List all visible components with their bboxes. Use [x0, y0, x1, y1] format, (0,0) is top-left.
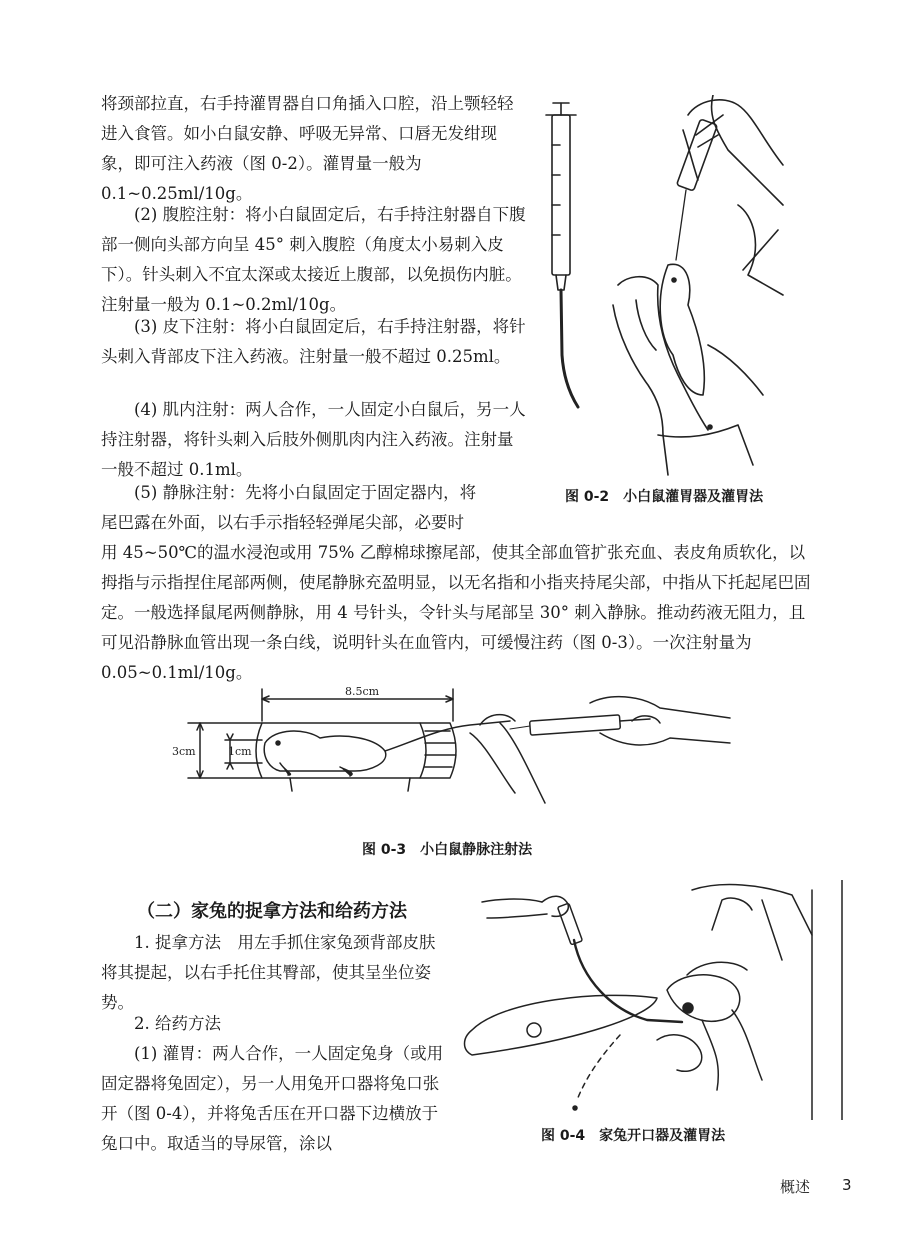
footer-page-number: 3	[842, 1176, 852, 1194]
dimension-height-label: 3cm	[172, 745, 196, 758]
footer-section-title: 概述	[780, 1178, 811, 1196]
figure-mouse-tail-vein-injection	[170, 683, 740, 823]
paragraph-intravenous-rest: 用 45~50℃的温水浸泡或用 75% 乙醇棉球擦尾部，使其全部血管扩张充血、表皮角质软化，以拇指与示指捏住尾部两侧，使尾静脉充盈明显，以无名指和小指夹持尾尖部，中指从下托起尾巴固定。一般选择鼠尾两侧静脉，用 4 号针头，令针头与尾部呈 30° 刺入静脉。推动药液无阻力，且可见沿静脉血管出现一条白线，说明针头在血管内，可缓慢注药（图 0-3）。一次注射量为 0.05~0.1ml/10g。	[101, 543, 811, 682]
dimension-inner-label: 1cm	[228, 745, 252, 758]
figure-mouse-gavage	[538, 95, 788, 480]
paragraph-rabbit-administration-title: 2. 给药方法	[134, 1014, 221, 1033]
paragraph-rabbit-administration	[101, 1009, 451, 1159]
figure-0-4-caption: 图 0-4 家兔开口器及灌胃法	[541, 1128, 726, 1144]
paragraph-subcutaneous: (3) 皮下注射：将小白鼠固定后，右手持注射器，将针头刺入背部皮下注入药液。注射量一般不超过 0.25ml。	[101, 317, 526, 366]
section-heading-rabbit: （二）家兔的捉拿方法和给药方法	[137, 901, 407, 922]
paragraph-intravenous-line1: (5) 静脉注射：先将小白鼠固定于固定器内，将	[134, 483, 477, 502]
paragraph-gavage-continued: 将颈部拉直，右手持灌胃器自口角插入口腔，沿上颚轻轻进入食管。如小白鼠安静、呼吸无异常、口唇无发绀现象，即可注入药液（图 0-2）。灌胃量一般为 0.1~0.25ml/10g。	[101, 94, 514, 203]
paragraph-rabbit-capture: 1. 捉拿方法 用左手抓住家兔颈背部皮肤将其提起，以右手托住其臀部，使其呈坐位姿势。	[101, 933, 436, 1012]
paragraph-intravenous-line2: 尾巴露在外面，以右手示指轻轻弹尾尖部，必要时	[101, 513, 464, 532]
figure-0-2-caption: 图 0-2 小白鼠灌胃器及灌胃法	[565, 489, 764, 505]
paragraph-intravenous	[101, 478, 811, 688]
figure-rabbit-gavage	[462, 880, 862, 1120]
dimension-length-label: 8.5cm	[345, 685, 380, 698]
figure-0-3-caption: 图 0-3 小白鼠静脉注射法	[362, 842, 533, 858]
paragraph-intraperitoneal: (2) 腹腔注射：将小白鼠固定后，右手持注射器自下腹部一侧向头部方向呈 45° 刺入腹腔（角度太小易刺入皮下）。针头刺入不宜太深或太接近上腹部，以免损伤内脏。注射量一般为 0.1~0.2ml/10g。	[101, 205, 526, 314]
gavage-syringe-illustration	[546, 103, 578, 407]
paragraph-intramuscular: (4) 肌内注射：两人合作，一人固定小白鼠后，另一人持注射器，将针头刺入后肢外侧肌肉内注入药液。注射量一般不超过 0.1ml。	[101, 400, 526, 479]
paragraph-rabbit-gavage: (1) 灌胃：两人合作，一人固定兔身（或用固定器将兔固定），另一人用兔开口器将兔口张开（图 0-4），并将兔舌压在开口器下边横放于兔口中。取适当的导尿管，涂以	[101, 1044, 444, 1153]
